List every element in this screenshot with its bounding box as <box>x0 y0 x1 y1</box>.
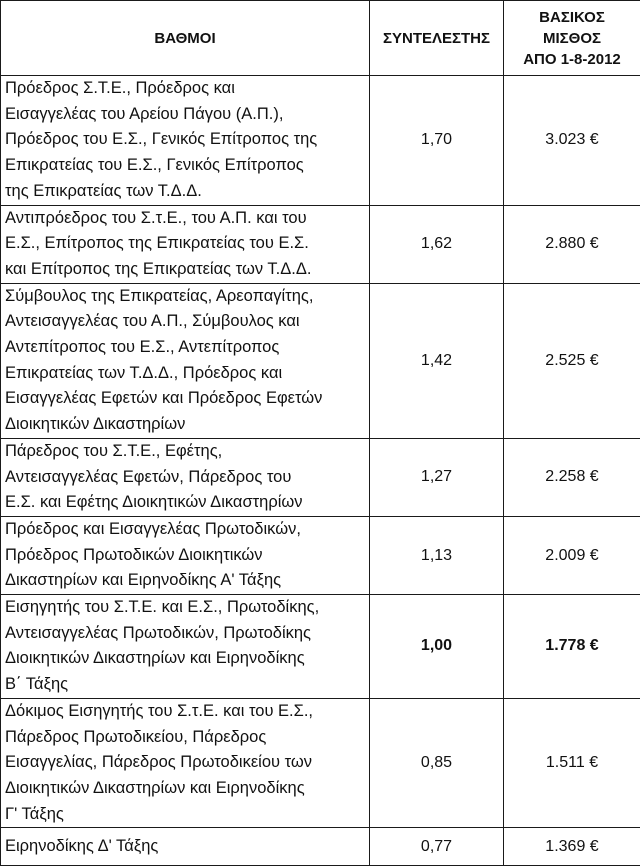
table-row <box>1 205 640 283</box>
grade-cell: Εισηγητής του Σ.Τ.Ε. και Ε.Σ., Πρωτοδίκης, Αντεισαγγελέας Πρωτοδικών, Πρωτοδίκης Διοικητικών Δικαστηρίων και Ειρηνοδίκης Β΄ Τάξης <box>1 595 370 699</box>
header-base-salary <box>504 1 640 76</box>
coefficient-cell: 1,13 <box>370 516 504 594</box>
table-row <box>1 76 640 206</box>
header-row <box>1 1 640 76</box>
header-grades: ΒΑΘΜΟΙ <box>1 1 370 76</box>
salary-cell: 2.525 € <box>504 283 640 438</box>
header-salary-line1: ΒΑΣΙΚΟΣ <box>504 7 640 28</box>
header-salary-line2: ΜΙΣΘΟΣ <box>504 28 640 49</box>
coefficient-cell: 0,77 <box>370 828 504 866</box>
header-salary-line3: ΑΠΟ 1-8-2012 <box>504 49 640 70</box>
coefficient-cell: 1,42 <box>370 283 504 438</box>
grade-cell: Ειρηνοδίκης Δ' Τάξης <box>1 828 370 866</box>
coefficient-cell: 1,00 <box>370 595 504 699</box>
table-row <box>1 283 640 438</box>
coefficient-cell: 1,62 <box>370 205 504 283</box>
salary-cell: 2.258 € <box>504 438 640 516</box>
grade-cell: Πάρεδρος του Σ.Τ.Ε., Εφέτης, Αντεισαγγελέας Εφετών, Πάρεδρος του Ε.Σ. και Εφέτης Διοικητικών Δικαστηρίων <box>1 438 370 516</box>
coefficient-cell: 0,85 <box>370 698 504 828</box>
header-coefficient: ΣΥΝΤΕΛΕΣΤΗΣ <box>370 1 504 76</box>
salary-cell: 2.880 € <box>504 205 640 283</box>
table-row <box>1 516 640 594</box>
salary-cell: 1.778 € <box>504 595 640 699</box>
salary-cell: 1.511 € <box>504 698 640 828</box>
coefficient-cell: 1,27 <box>370 438 504 516</box>
salary-cell: 3.023 € <box>504 76 640 206</box>
table-row <box>1 698 640 828</box>
grade-cell: Σύμβουλος της Επικρατείας, Αρεοπαγίτης, Αντεισαγγελέας του Α.Π., Σύμβουλος και Αντεπίτροπος του Ε.Σ., Αντεπίτροπος Επικρατείας των Τ.Δ.Δ., Πρόεδρος και Εισαγγελέας Εφετών και Πρόεδρος Εφετών Διοικητικών Δικαστηρίων <box>1 283 370 438</box>
grade-cell: Δόκιμος Εισηγητής του Σ.τ.Ε. και του Ε.Σ., Πάρεδρος Πρωτοδικείου, Πάρεδρος Εισαγγελίας, Πάρεδρος Πρωτοδικείου των Διοικητικών Δικαστηρίων και Ειρηνοδίκης Γ' Τάξης <box>1 698 370 828</box>
coefficient-cell: 1,70 <box>370 76 504 206</box>
table-row <box>1 828 640 866</box>
grade-cell: Αντιπρόεδρος του Σ.τ.Ε., του Α.Π. και του Ε.Σ., Επίτροπος της Επικρατείας του Ε.Σ. και Επίτροπος της Επικρατείας των Τ.Δ.Δ. <box>1 205 370 283</box>
salary-cell: 1.369 € <box>504 828 640 866</box>
grade-cell: Πρόεδρος και Εισαγγελέας Πρωτοδικών, Πρόεδρος Πρωτοδικών Διοικητικών Δικαστηρίων και Ειρηνοδίκης Α' Τάξης <box>1 516 370 594</box>
table-row <box>1 595 640 699</box>
table-row <box>1 438 640 516</box>
salary-cell: 2.009 € <box>504 516 640 594</box>
grade-cell: Πρόεδρος Σ.Τ.Ε., Πρόεδρος και Εισαγγελέας του Αρείου Πάγου (Α.Π.), Πρόεδρος του Ε.Σ., Γενικός Επίτροπος της Επικρατείας του Ε.Σ., Γενικός Επίτροπος της Επικρατείας των Τ.Δ.Δ. <box>1 76 370 206</box>
